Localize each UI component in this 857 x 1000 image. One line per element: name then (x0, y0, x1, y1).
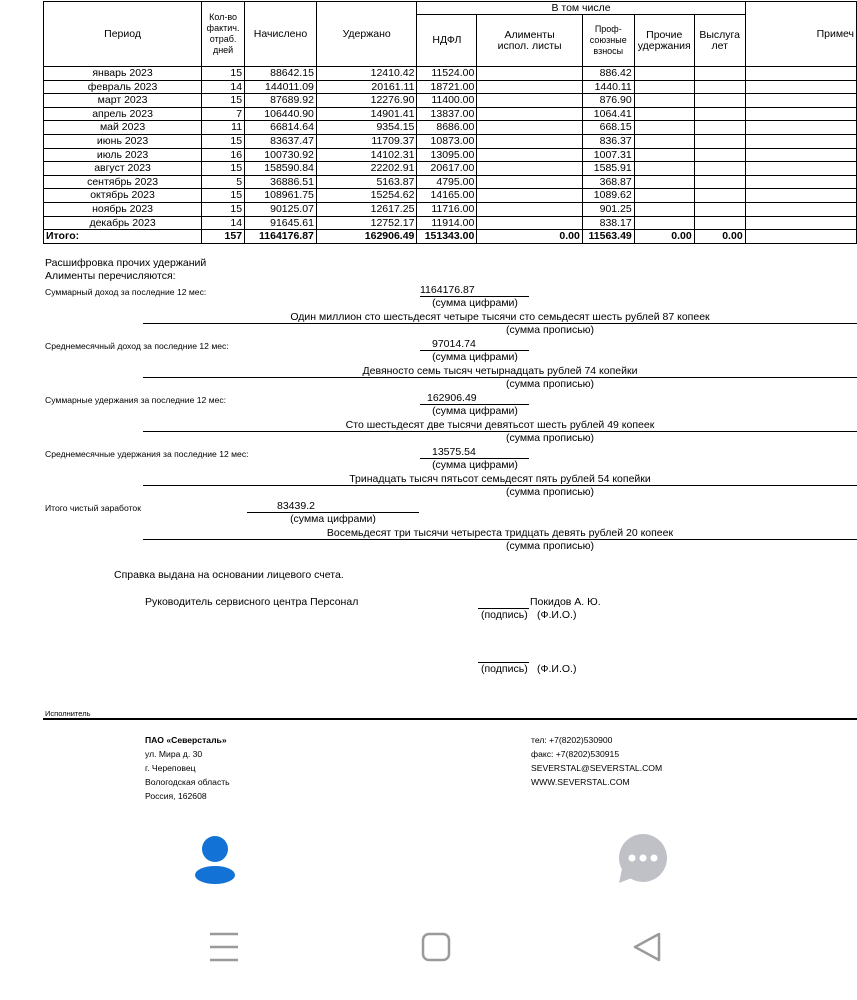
col-header-withheld: Удержано (316, 2, 417, 67)
address-line: Россия, 162608 (145, 791, 207, 801)
col-header-other: Прочие удержания (634, 15, 694, 67)
contact-phone: тел: +7(8202)530900 (531, 735, 613, 745)
fio-caption: (Ф.И.О.) (537, 609, 577, 621)
total-withheld-digits: 162906.49 (427, 392, 477, 404)
digits-caption: (сумма цифрами) (432, 297, 518, 309)
deductions-title: Расшифровка прочих удержаний (45, 257, 207, 269)
address-line: ул. Мира д. 30 (145, 749, 203, 759)
table-row: май 2023 11 66814.64 9354.15 8686.00 668.15 (44, 121, 857, 135)
table-row: январь 2023 15 88642.15 12410.42 11524.00 886.42 (44, 67, 857, 81)
avg-income-words: Девяносто семь тысяч четырнадцать рублей 74 копейки (362, 365, 638, 377)
table-row: декабрь 2023 14 91645.61 12752.17 11914.00 838.17 (44, 216, 857, 230)
bottom-bar (0, 820, 857, 1000)
total-withheld-words: Сто шестьдесят две тысячи девятьсот шесть рублей 49 копеек (345, 419, 655, 431)
issued-basis: Справка выдана на основании лицевого счета. (114, 569, 344, 581)
net-earnings-words: Восемьдесят три тысячи четыреста тридцать девять рублей 20 копеек (326, 527, 674, 539)
total-withheld-label: Суммарные удержания за последние 12 мес: (45, 395, 227, 405)
words-caption: (сумма прописью) (505, 378, 595, 390)
sign-caption: (подпись) (481, 663, 528, 675)
sign-caption: (подпись) (481, 609, 528, 621)
col-header-note: Примеч (745, 2, 856, 67)
table-row: февраль 2023 14 144011.09 20161.11 18721.00 1440.11 (44, 80, 857, 94)
avg-withheld-digits: 13575.54 (432, 446, 476, 458)
col-header-seniority: Выслуга лет (694, 15, 745, 67)
avg-income-digits: 97014.74 (432, 338, 476, 350)
table-row: август 2023 15 158590.84 22202.91 20617.00 1585.91 (44, 162, 857, 176)
total-income-words: Один миллион сто шестьдесят четыре тысячи сто семьдесят шесть рублей 87 копеек (290, 311, 710, 323)
col-header-accrued: Начислено (245, 2, 317, 67)
digits-caption: (сумма цифрами) (432, 405, 518, 417)
person-icon[interactable] (190, 832, 240, 884)
col-header-union: Проф- союзные взносы (582, 15, 634, 67)
table-row: март 2023 15 87689.92 12276.90 11400.00 876.90 (44, 94, 857, 108)
col-header-including: В том числе (417, 2, 745, 15)
digits-caption: (сумма цифрами) (290, 513, 376, 525)
col-header-days: Кол-во фактич. отраб. дней (202, 2, 245, 67)
contact-fax: факс: +7(8202)530915 (531, 749, 620, 759)
menu-lines-icon[interactable] (207, 930, 241, 964)
net-earnings-digits: 83439.2 (277, 500, 315, 512)
salary-table (43, 1, 857, 244)
avg-withheld-label: Среднемесячные удержания за последние 12 мес: (45, 449, 249, 459)
triangle-back-icon[interactable] (630, 930, 664, 964)
words-caption: (сумма прописью) (505, 324, 595, 336)
table-row: сентябрь 2023 5 36886.51 5163.87 4795.00 368.87 (44, 175, 857, 189)
avg-withheld-words: Тринадцать тысяч пятьсот семьдесят пять рублей 54 копейки (349, 473, 651, 485)
words-caption: (сумма прописью) (505, 486, 595, 498)
digits-caption: (сумма цифрами) (432, 459, 518, 471)
contact-email: SEVERSTAL@SEVERSTAL.COM (531, 763, 663, 773)
chat-bubble-icon[interactable] (616, 833, 670, 885)
company-name: ПАО «Северсталь» (145, 735, 227, 745)
signatory-position: Руководитель сервисного центра Персонал (145, 596, 359, 608)
col-header-period: Период (44, 2, 202, 67)
table-total-row: Итого: 157 1164176.87 162906.49 151343.00 0.00 11563.49 0.00 0.00 (44, 230, 857, 244)
total-income-label: Суммарный доход за последние 12 мес: (45, 287, 207, 297)
contact-website: WWW.SEVERSTAL.COM (531, 777, 630, 787)
digits-caption: (сумма цифрами) (432, 351, 518, 363)
col-header-ndfl: НДФЛ (417, 15, 477, 67)
footer-divider (43, 718, 857, 720)
col-header-alimony: Алименты испол. листы (477, 15, 582, 67)
table-row: июль 2023 16 100730.92 14102.31 13095.00 1007.31 (44, 148, 857, 162)
table-row: июнь 2023 15 83637.47 11709.37 10873.00 836.37 (44, 134, 857, 148)
address-line: Вологодская область (145, 777, 230, 787)
words-caption: (сумма прописью) (505, 540, 595, 552)
executor-label: Исполнитель (45, 709, 91, 718)
fio-caption: (Ф.И.О.) (537, 663, 577, 675)
alimony-note: Алименты перечисляются: (45, 270, 176, 282)
table-row: ноябрь 2023 15 90125.07 12617.25 11716.00 901.25 (44, 202, 857, 216)
words-caption: (сумма прописью) (505, 432, 595, 444)
square-home-icon[interactable] (419, 930, 453, 964)
table-row: апрель 2023 7 106440.90 14901.41 13837.00 1064.41 (44, 107, 857, 121)
address-line: г. Череповец (145, 763, 196, 773)
signatory-name: Покидов А. Ю. (530, 596, 601, 608)
total-income-digits: 1164176.87 (420, 284, 475, 296)
table-row: октябрь 2023 15 108961.75 15254.62 14165.00 1089.62 (44, 189, 857, 203)
net-earnings-label: Итого чистый заработок (45, 503, 141, 513)
avg-income-label: Среднемесячный доход за последние 12 мес: (45, 341, 229, 351)
